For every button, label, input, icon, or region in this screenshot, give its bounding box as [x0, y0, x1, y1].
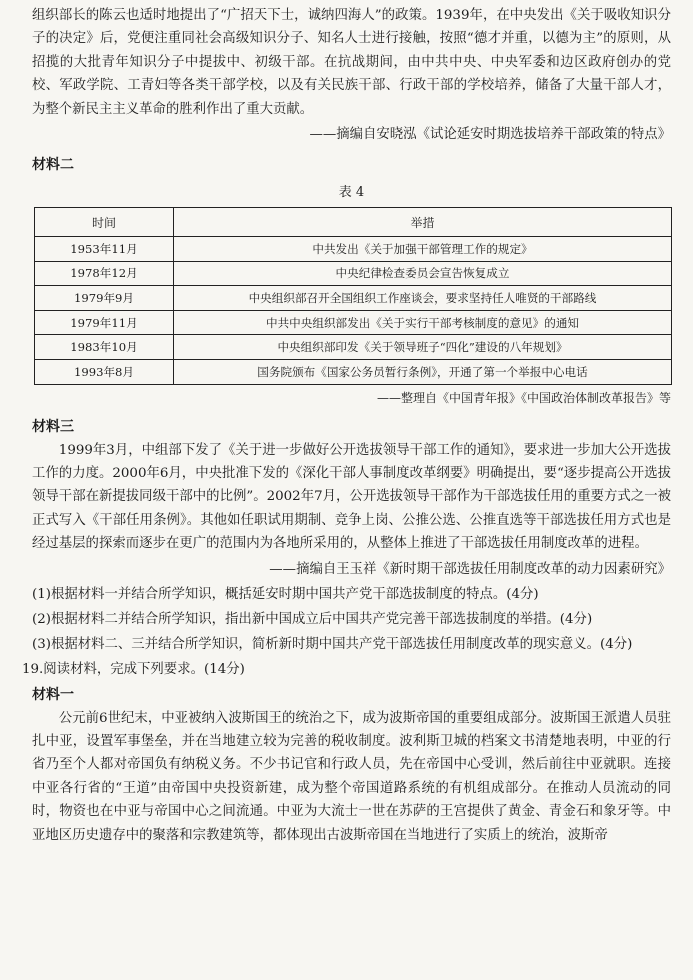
row-date: 1978年12月	[35, 261, 174, 286]
table-caption: 表 4	[338, 185, 365, 201]
table-row	[35, 286, 672, 311]
question-1: (1)根据材料一并结合所学知识，概括延安时期中国共产党干部选拔制度的特点。(4分)	[32, 586, 539, 602]
material2-heading: 材料二	[32, 157, 74, 174]
q19-material1-paragraph: 公元前6世纪末，中亚被纳入波斯国王的统治之下，成为波斯帝国的重要组成部分。波斯国王派遣人员驻扎中亚，设置军事堡垒，并在当地建立较为完善的税收制度。波利斯卫城的档案文书清楚地表明，中亚的行省乃至个人都对帝国负有纳税义务。不少书记官和行政人员，先在帝国中心受训，然后前往中亚就职。连接中亚各行省的“王道”由帝国中央投资新建，成为整个帝国道路系统的有机组成部分。在推动人员流动的同时，物资也在中亚与帝国中心之间流通。中亚为大流士一世在苏萨的王宫提供了黄金、青金石和象牙等。中亚地区历史遗存中的聚落和宗教建筑等，都体现出古波斯帝国在当地进行了实质上的统治，波斯帝	[32, 710, 671, 843]
material1-source: ——摘编自安晓泓《试论延安时期选拔培养干部政策的特点》	[309, 127, 671, 143]
table-row	[35, 310, 672, 335]
question-19-title: 19.阅读材料，完成下列要求。(14分)	[22, 661, 245, 677]
q19-material1-heading: 材料一	[32, 686, 74, 703]
table-row	[35, 261, 672, 286]
table-row	[35, 360, 672, 385]
table-row	[35, 237, 672, 262]
material3-source: ——摘编自王玉祥《新时期干部选拔任用制度改革的动力因素研究》	[269, 561, 671, 577]
row-measure: 中央组织部印发《关于领导班子“四化”建设的八年规划》	[174, 335, 672, 360]
row-date: 1953年11月	[35, 237, 174, 262]
material3-heading: 材料三	[32, 418, 74, 435]
row-measure: 国务院颁布《国家公务员暂行条例》，开通了第一个举报中心电话	[174, 360, 672, 385]
row-date: 1979年11月	[35, 310, 174, 335]
row-measure: 中共中央组织部发出《关于实行干部考核制度的意见》的通知	[174, 310, 672, 335]
table-header-row	[35, 208, 672, 237]
row-date: 1979年9月	[35, 286, 174, 311]
column-header-time: 时间	[35, 208, 174, 237]
row-measure: 中共发出《关于加强干部管理工作的规定》	[174, 237, 672, 262]
measures-table	[34, 207, 672, 385]
column-header-measure: 举措	[174, 208, 672, 237]
material2-source: ——整理自《中国青年报》《中国政治体制改革报告》等	[376, 390, 671, 405]
row-measure: 中央纪律检查委员会宣告恢复成立	[174, 261, 672, 286]
material3-paragraph: 1999年3月，中组部下发了《关于进一步做好公开选拔领导干部工作的通知》，要求进一步加大公开选拔工作的力度。2000年6月，中央批准下发的《深化干部人事制度改革纲要》明确提出，要“逐步提高公开选拔领导干部在新提拔同级干部中的比例”。2002年7月，公开选拔领导干部作为干部选拔任用的重要方式之一被正式写入《干部任用条例》。其他如任职试用期制、竞争上岗、公推公选、公推直选等干部选拔任用方式也是经过基层的探索而逐步在更广的范围内为各地所采用的，从整体上推进了干部选拔任用制度改革的进程。	[32, 442, 671, 552]
row-measure: 中央组织部召开全国组织工作座谈会，要求坚持任人唯贤的干部路线	[174, 286, 672, 311]
question-2: (2)根据材料二并结合所学知识，指出新中国成立后中国共产党完善干部选拔制度的举措。(4分)	[32, 611, 593, 627]
question-3: (3)根据材料二、三并结合所学知识，简析新时期中国共产党干部选拔任用制度改革的现实意义。(4分)	[32, 636, 633, 652]
table-row	[35, 335, 672, 360]
material1-tail-paragraph: 组织部长的陈云也适时地提出了“广招天下士，诚纳四海人”的政策。1939年，在中央发出《关于吸收知识分子的决定》后，党便注重同社会高级知识分子、知名人士进行接触，按照“德才并重，以德为主”的原则，从招揽的大批青年知识分子中提拔中、初级干部。在抗战期间，由中共中央、中央军委和边区政府创办的党校、军政学院、工青妇等各类干部学校，以及有关民族干部、行政干部的学校培养，储备了大量干部人才，为整个新民主主义革命的胜利作出了重大贡献。	[32, 8, 671, 117]
row-date: 1993年8月	[35, 360, 174, 385]
row-date: 1983年10月	[35, 335, 174, 360]
